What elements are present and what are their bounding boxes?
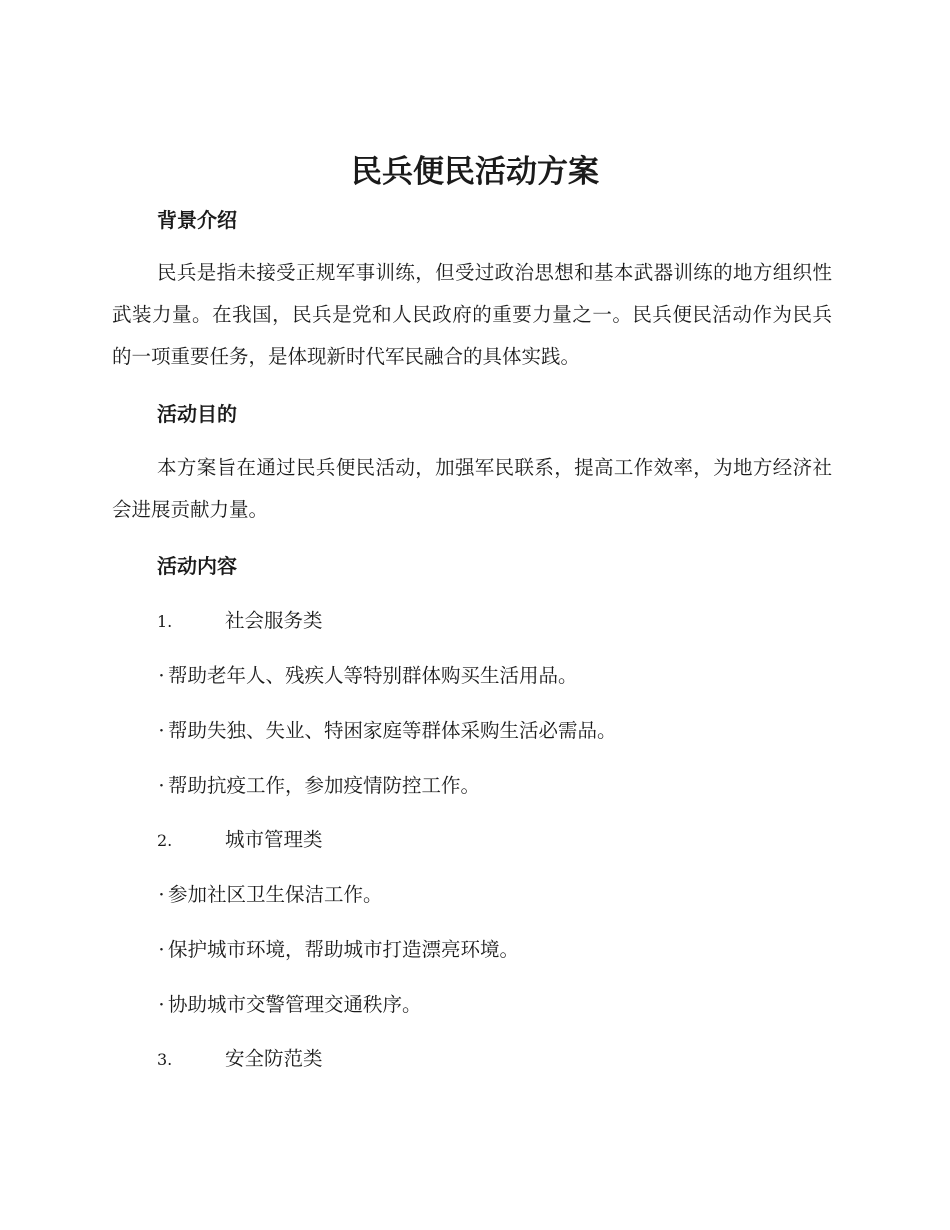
- bullet-dot: ·: [158, 883, 165, 906]
- bullet-text: 帮助失独、失业、特困家庭等群体采购生活必需品。: [168, 719, 617, 742]
- bullet-item: [155, 661, 578, 691]
- bullet-item: [155, 716, 617, 746]
- document-title: 民兵便民活动方案: [351, 154, 599, 190]
- bullet-text: 保护城市环境，帮助城市打造漂亮环境。: [168, 938, 520, 961]
- bullet-dot: ·: [158, 993, 165, 1016]
- bullet-text: 帮助抗疫工作，参加疫情防控工作。: [168, 774, 481, 797]
- bullet-item: [155, 990, 422, 1020]
- bullet-dot: ·: [158, 774, 165, 797]
- bullet-dot: ·: [158, 719, 165, 742]
- numbered-item-social-service: [157, 606, 323, 637]
- section-heading-content: 活动内容: [157, 554, 237, 578]
- numbered-item-city-management: [157, 825, 323, 856]
- bullet-dot: ·: [158, 664, 165, 687]
- item-label: 社会服务类: [225, 609, 323, 632]
- item-number: 3.: [157, 1050, 173, 1069]
- section-heading-background: 背景介绍: [157, 208, 237, 232]
- item-number: 2.: [157, 831, 173, 850]
- bullet-text: 协助城市交警管理交通秩序。: [168, 993, 422, 1016]
- paragraph-purpose: 本方案旨在通过民兵便民活动，加强军民联系，提高工作效率，为地方经济社会进展贡献力量。: [112, 456, 832, 521]
- item-label: 城市管理类: [225, 828, 323, 851]
- section-heading-purpose: 活动目的: [157, 402, 237, 426]
- bullet-dot: ·: [158, 938, 165, 961]
- numbered-item-safety-prevention: [157, 1044, 323, 1075]
- bullet-item: [155, 880, 383, 910]
- bullet-text: 参加社区卫生保洁工作。: [168, 883, 383, 906]
- paragraph-background: 民兵是指未接受正规军事训练，但受过政治思想和基本武器训练的地方组织性武装力量。在我国，民兵是党和人民政府的重要力量之一。民兵便民活动作为民兵的一项重要任务，是体现新时代军民融合的具体实践。: [112, 261, 832, 368]
- bullet-item: [155, 935, 519, 965]
- bullet-text: 帮助老年人、残疾人等特别群体购买生活用品。: [168, 664, 578, 687]
- item-label: 安全防范类: [225, 1047, 323, 1070]
- bullet-item: [155, 771, 480, 801]
- item-number: 1.: [157, 612, 173, 631]
